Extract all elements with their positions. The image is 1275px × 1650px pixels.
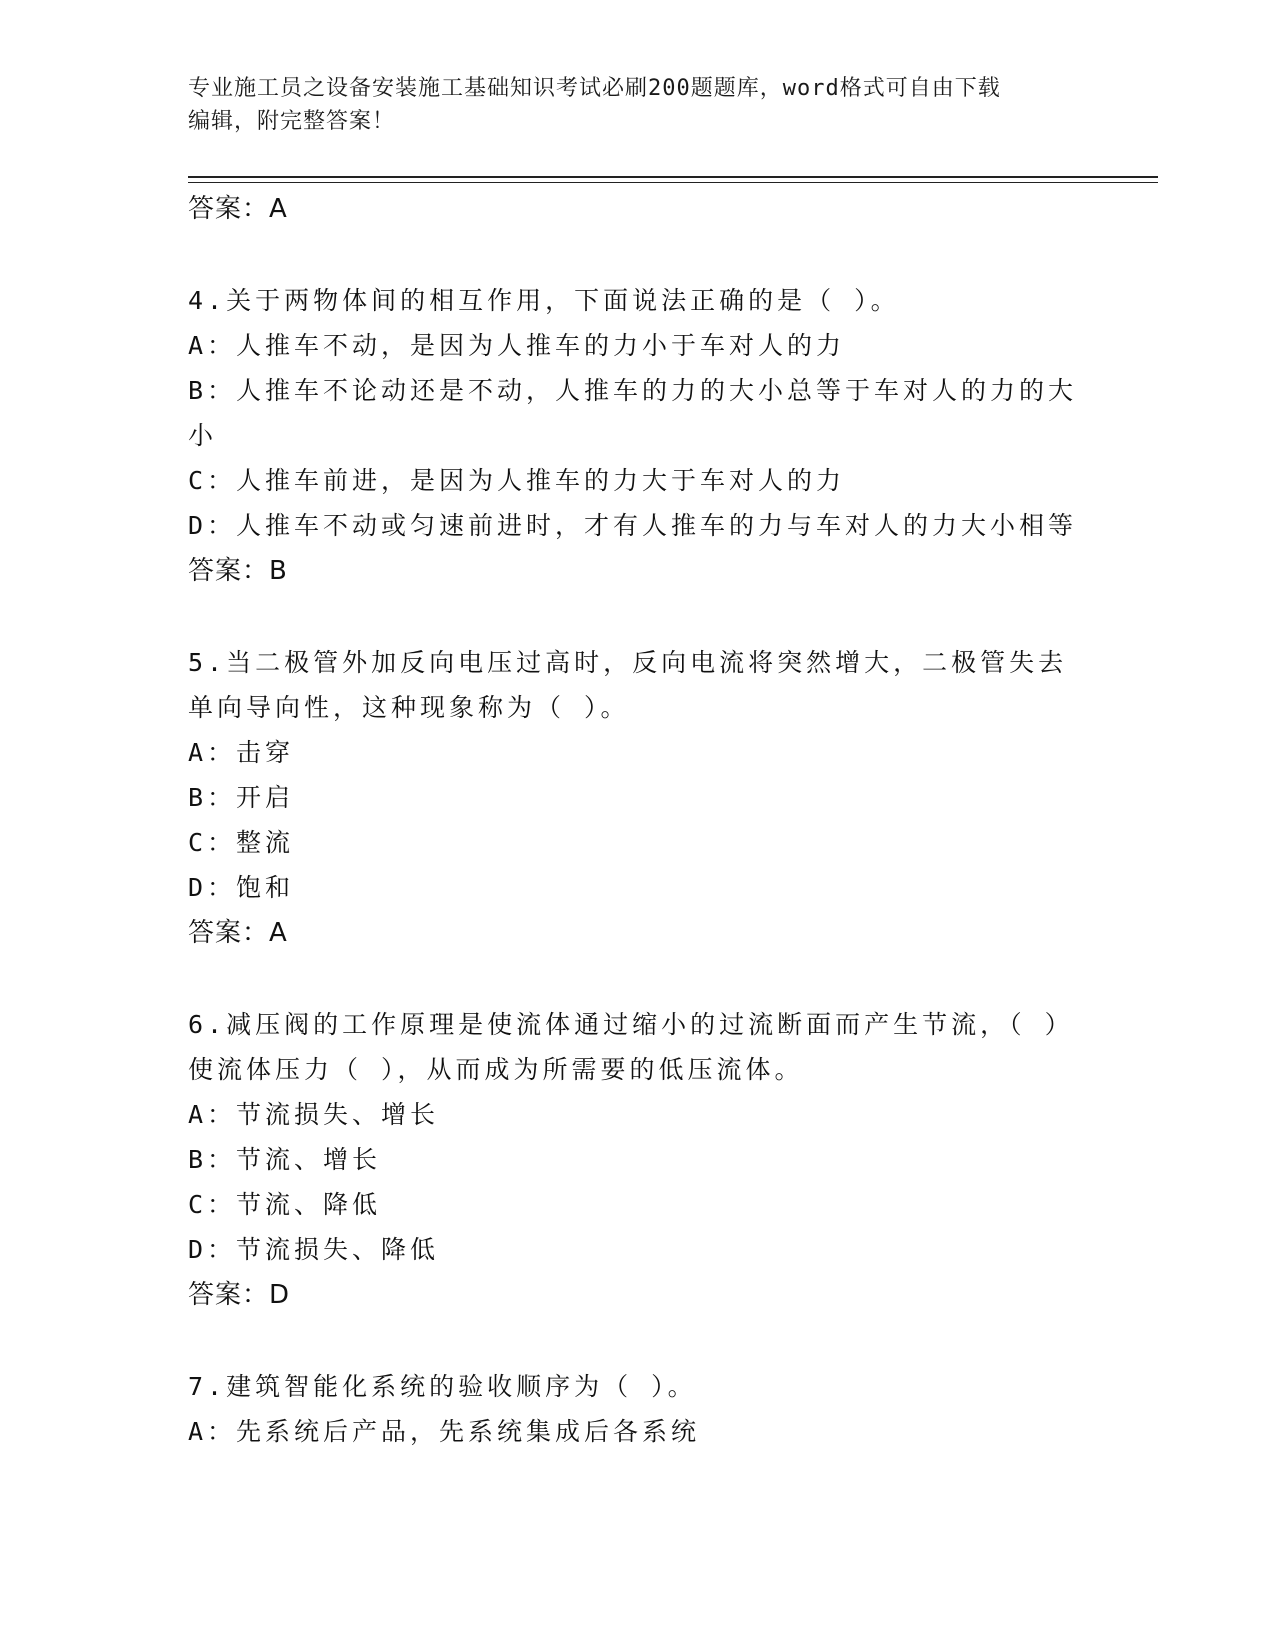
question-6-option-c: C：节流、降低 [188, 1190, 382, 1219]
question-6-stem-line-1: 6.减压阀的工作原理是使流体通过缩小的过流断面而产生节流，（ ） [188, 1010, 1074, 1039]
question-5-option-a: A：击穿 [188, 738, 295, 767]
answer-prev: 答案：A [188, 194, 288, 224]
question-5 [188, 640, 1088, 956]
question-6-option-a: A：节流损失、增长 [188, 1100, 440, 1129]
header-title-line-1: 专业施工员之设备安装施工基础知识考试必刷200题题库，word格式可自由下载 [188, 76, 1001, 101]
question-5-stem-line-1: 5.当二极管外加反向电压过高时，反向电流将突然增大，二极管失去 [188, 648, 1068, 677]
question-6-answer: 答案：D [188, 1280, 291, 1310]
question-6-stem-line-2: 使流体压力（ ），从而成为所需要的低压流体。 [188, 1055, 804, 1084]
question-4-stem: 4.关于两物体间的相互作用，下面说法正确的是（ ）。 [188, 286, 900, 315]
question-5-option-d: D：饱和 [188, 873, 295, 902]
question-4-option-c: C：人推车前进，是因为人推车的力大于车对人的力 [188, 466, 846, 495]
question-5-stem-line-2: 单向导向性，这种现象称为（ ）。 [188, 693, 630, 722]
question-4 [188, 278, 1088, 594]
question-7-option-a: A：先系统后产品，先系统集成后各系统 [188, 1417, 701, 1446]
header-title-line-2: 编辑，附完整答案！ [188, 109, 396, 134]
question-7 [188, 1364, 1088, 1454]
question-5-option-b: B：开启 [188, 783, 295, 812]
question-4-answer: 答案：B [188, 556, 288, 586]
question-4-option-a: A：人推车不动，是因为人推车的力小于车对人的力 [188, 331, 846, 360]
document-header [188, 72, 1088, 138]
question-4-option-b-cont: 小 [188, 421, 218, 450]
header-divider-thick [188, 176, 1158, 178]
question-6 [188, 1002, 1088, 1318]
question-6-option-d: D：节流损失、降低 [188, 1235, 440, 1264]
question-6-option-b: B：节流、增长 [188, 1145, 382, 1174]
question-4-option-d: D：人推车不动或匀速前进时，才有人推车的力与车对人的力大小相等 [188, 511, 1078, 540]
question-7-stem: 7.建筑智能化系统的验收顺序为（ ）。 [188, 1372, 697, 1401]
question-4-option-b: B：人推车不论动还是不动，人推车的力的大小总等于车对人的力的大 [188, 376, 1078, 405]
question-list [188, 186, 1088, 1454]
header-divider-thin [188, 182, 1158, 183]
question-5-answer: 答案：A [188, 918, 288, 948]
question-5-option-c: C：整流 [188, 828, 295, 857]
